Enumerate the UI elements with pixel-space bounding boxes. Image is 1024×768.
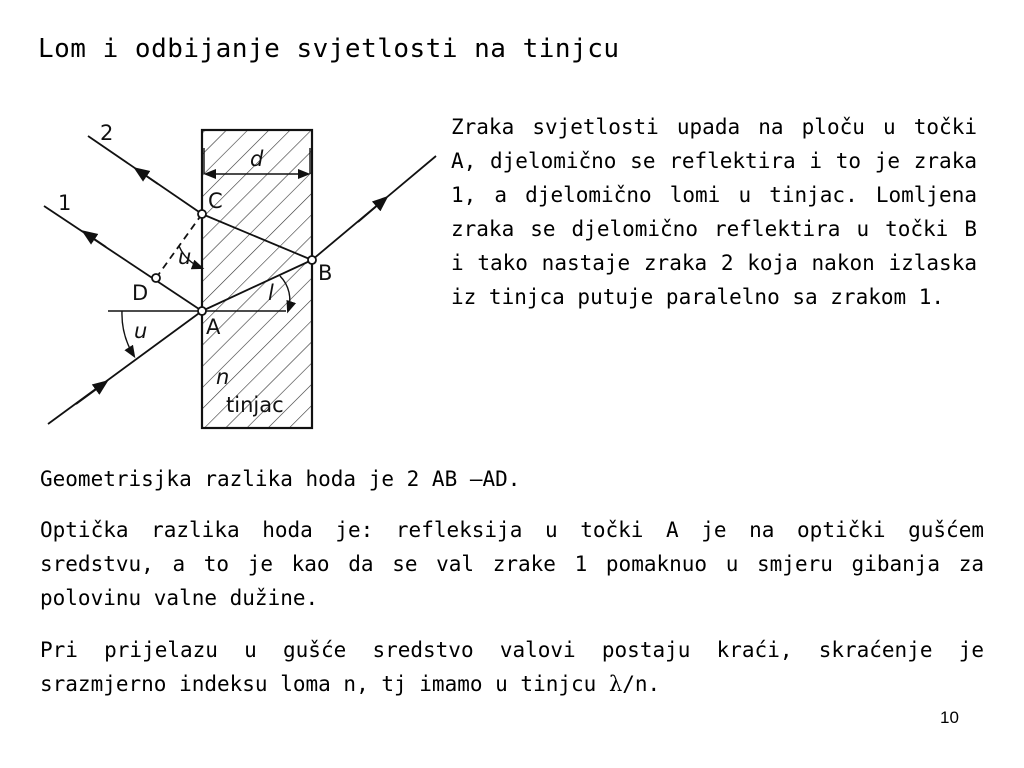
label-u-outer: u — [134, 319, 148, 343]
label-a: A — [206, 315, 221, 339]
label-l: l — [268, 281, 274, 305]
slide-title: Lom i odbijanje svjetlosti na tinjcu — [38, 34, 620, 64]
transmitted-arrow — [358, 198, 386, 222]
label-d: d — [250, 147, 264, 171]
point-d — [152, 274, 160, 282]
label-d-point: D — [132, 281, 149, 305]
point-c — [198, 210, 206, 218]
denser-medium-paragraph — [40, 633, 984, 701]
incident-ray — [48, 311, 202, 424]
label-ray-2: 2 — [100, 121, 114, 145]
point-a — [198, 307, 206, 315]
denser-medium-text: Pri prijelazu u gušće sredstvo valovi postaju kraći, skraćenje je srazmjerno indeksu loma n, tj imamo u tinjcu — [40, 638, 984, 696]
denser-medium-end: /n. — [622, 672, 661, 696]
angle-u-outer — [122, 311, 134, 356]
incident-arrow — [76, 382, 106, 404]
page-number: 10 — [940, 708, 959, 727]
geometric-path-difference: Geometrisjka razlika hoda je 2 AB –AD. — [40, 467, 521, 491]
label-u-inner: u — [178, 245, 192, 269]
ray-1-arrow — [84, 232, 106, 247]
label-tinjac: tinjac — [226, 393, 284, 417]
ray-2-arrow — [136, 169, 158, 184]
label-b: B — [318, 261, 333, 285]
mica-refraction-diagram — [36, 108, 440, 438]
optical-path-difference: Optička razlika hoda je: refleksija u točki A je na optički gušćem sredstvu, a to je kao da se val zrake 1 pomaknuo u smjeru gibanja za polovinu valne dužine. — [40, 518, 984, 610]
label-c: C — [208, 189, 223, 213]
point-b — [308, 256, 316, 264]
label-ray-1: 1 — [58, 191, 72, 215]
description-text: Zraka svjetlosti upada na ploču u točki A, djelomično se reflektira i to je zraka 1, a djelomično lomi u tinjac. Lomljena zraka se djelomično reflektira u točki B i tako nastaje zraka 2 koja nakon izlaska iz tinjca putuje paralelno sa zrakom 1. — [451, 115, 977, 309]
label-n: n — [216, 365, 230, 389]
lambda-symbol: λ — [608, 672, 623, 696]
